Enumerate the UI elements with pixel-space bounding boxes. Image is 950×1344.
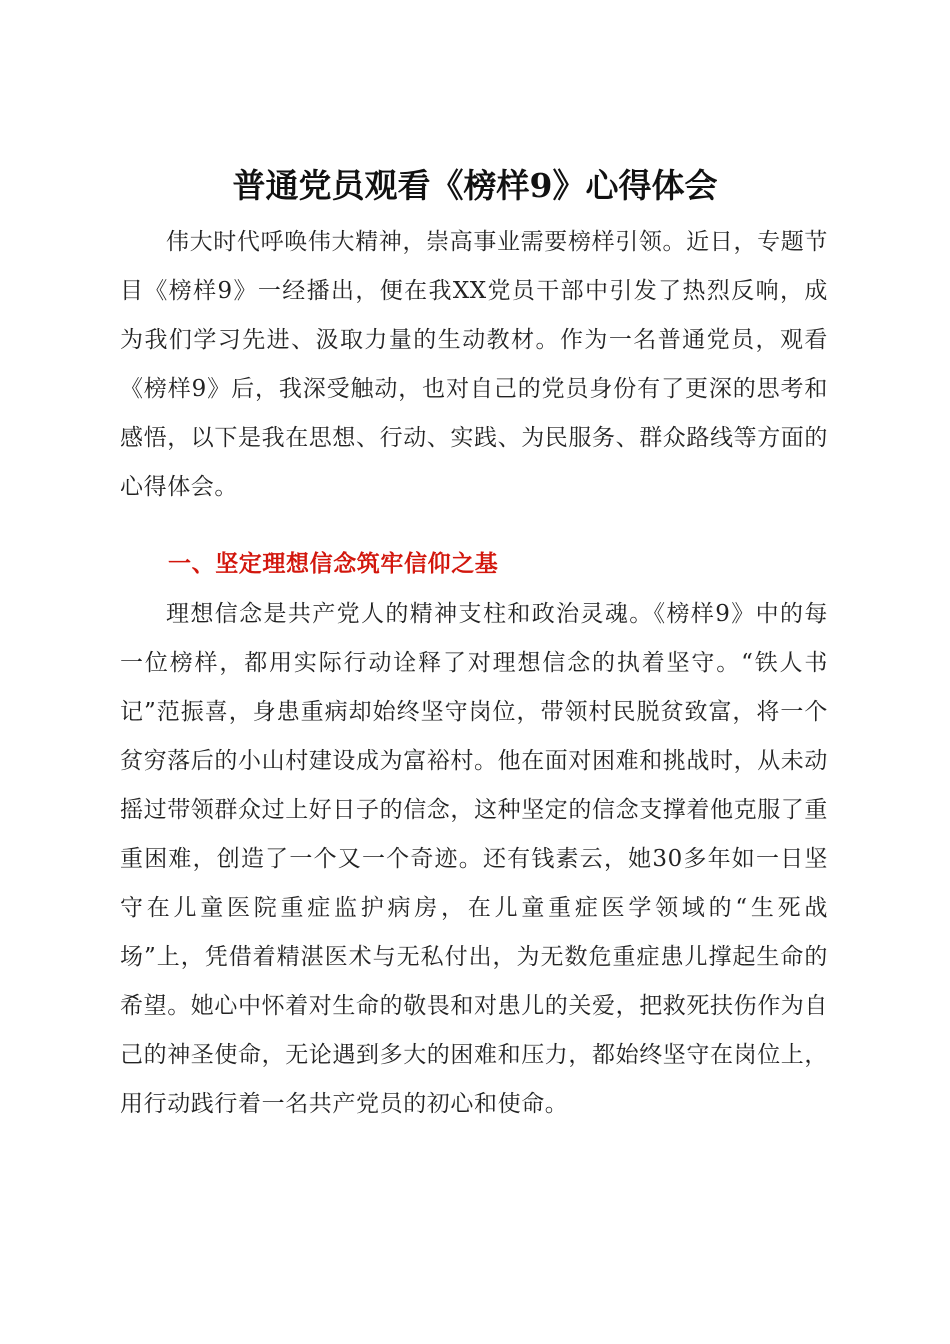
document-title: 普通党员观看《榜样9》心得体会 (232, 166, 718, 205)
section-1-paragraph: 理想信念是共产党人的精神支柱和政治灵魂。《榜样9》中的每一位榜样，都用实际行动诠释了对理想信念的执着坚守。“铁人书记”范振喜，身患重病却始终坚守岗位，带领村民脱贫致富，将一个贫穷落后的小山村建设成为富裕村。他在面对困难和挑战时，从未动摇过带领群众过上好日子的信念，这种坚定的信念支撑着他克服了重重困难，创造了一个又一个奇迹。还有钱素云，她30多年如一日坚守在儿童医院重症监护病房，在儿童重症医学领域的“生死战场”上，凭借着精湛医术与无私付出，为无数危重症患儿撑起生命的希望。她心中怀着对生命的敬畏和对患儿的关爱，把救死扶伤作为自己的神圣使命，无论遇到多大的困难和压力，都始终坚守在岗位上，用行动践行着一名共产党员的初心和使命。 (120, 601, 828, 1117)
intro-paragraph: 伟大时代呼唤伟大精神，崇高事业需要榜样引领。近日，专题节目《榜样9》一经播出，便在我XX党员干部中引发了热烈反响，成为我们学习先进、汲取力量的生动教材。作为一名普通党员，观看《榜样9》后，我深受触动，也对自己的党员身份有了更深的思考和感悟，以下是我在思想、行动、实践、为民服务、群众路线等方面的心得体会。 (120, 229, 828, 500)
section-heading-1: 一、坚定理想信念筑牢信仰之基 (168, 551, 499, 577)
